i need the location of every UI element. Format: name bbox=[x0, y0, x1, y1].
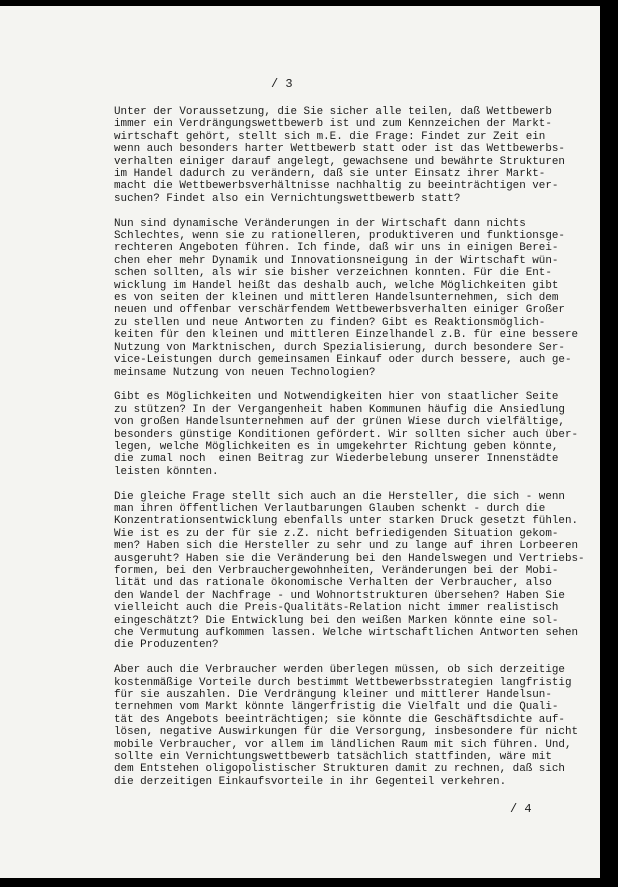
text-line: die zumal noch einen Beitrag zur Wiederbelebung unserer Innenstädte bbox=[114, 453, 559, 466]
text-line: eingeschätzt? Die Entwicklung bei den weißen Marken könnte eine sol- bbox=[114, 614, 559, 627]
text-line: es von seiten der kleinen und mittleren Handelsunternehmen, sich dem bbox=[114, 292, 559, 305]
text-line: vice-Leistungen durch gemeinsamen Einkauf oder durch bessere, auch ge- bbox=[114, 354, 572, 367]
paragraph-5 bbox=[114, 664, 584, 788]
text-line: men? Haben sich die Hersteller zu sehr und zu lange auf ihren Lorbeeren bbox=[114, 540, 579, 553]
text-line: lösen, negative Auswirkungen für die Versorgung, insbesondere für nicht bbox=[114, 726, 579, 739]
text-line: wicklung im Handel heißt das deshalb auch, welche Möglichkeiten gibt bbox=[114, 279, 559, 292]
text-line: mobile Verbraucher, vor allem im ländlichen Raum mit sich führen. Und, bbox=[114, 738, 572, 751]
text-line: kostenmäßige Vorteile durch bestimmt Wettbewerbsstrategien langfristig bbox=[114, 676, 572, 689]
text-line: leisten könnten. bbox=[114, 465, 219, 478]
paragraph-1 bbox=[114, 106, 584, 205]
text-line: Unter der Voraussetzung, die Sie sicher alle teilen, daß Wettbewerb bbox=[114, 106, 552, 118]
text-line: meinsame Nutzung von neuen Technologien? bbox=[114, 366, 376, 379]
text-line: neuen und offenbar verschärfendem Wettbewerbsverhalten einiger Großer bbox=[114, 304, 565, 317]
text-line: verhalten einiger darauf angelegt, gewachsene und bewährte Strukturen bbox=[114, 155, 565, 168]
text-line: die Produzenten? bbox=[114, 639, 219, 652]
text-line: den Wandel der Nachfrage - und Wohnortstrukturen übersehen? Haben Sie bbox=[114, 589, 565, 602]
text-line: immer ein Verdrängungswettbewerb ist und zum Kennzeichen der Markt- bbox=[114, 118, 552, 131]
text-line: keiten für den kleinen und mittleren Einzelhandel z.B. für eine bessere bbox=[114, 329, 579, 342]
text-line: ternehmen vom Markt könnte längerfristig die Vielfalt und die Quali- bbox=[114, 701, 559, 714]
paragraph-4 bbox=[114, 491, 584, 652]
text-line: Aber auch die Verbraucher werden überlegen müssen, ob sich derzeitige bbox=[114, 664, 565, 677]
body-text bbox=[114, 106, 584, 801]
text-line: man ihren öffentlichen Verlautbarungen Glauben schenkt - durch die bbox=[114, 502, 546, 515]
text-line: Schlechtes, wenn sie zu rationelleren, produktiveren und funktionsge- bbox=[114, 230, 565, 243]
text-line: tät des Angebots beeinträchtigen; sie könnte die Geschäftsdichte auf- bbox=[114, 713, 565, 726]
text-line: vielleicht auch die Preis-Qualitäts-Relation nicht immer realistisch bbox=[114, 602, 559, 615]
scan-border bbox=[600, 6, 618, 878]
paragraph-3 bbox=[114, 391, 584, 478]
text-line: Wie ist es zu der für sie z.Z. nicht befriedigenden Situation gekom- bbox=[114, 527, 559, 540]
text-line: Konzentrationsentwicklung ebenfalls unter starken Druck gesetzt fühlen. bbox=[114, 515, 579, 528]
text-line: für sie auszahlen. Die Verdrängung kleiner und mittlerer Handelsun- bbox=[114, 689, 552, 702]
text-line: Nutzung von Marktnischen, durch Spezialisierung, durch besondere Ser- bbox=[114, 341, 565, 354]
text-line: Nun sind dynamische Veränderungen in der Wirtschaft dann nichts bbox=[114, 217, 526, 230]
page-number-bottom: / 4 bbox=[510, 802, 532, 816]
text-line: besonders günstige Konditionen gefördert. Wir sollten sicher auch über- bbox=[114, 428, 579, 441]
text-line: wenn auch besonders harter Wettbewerb statt oder ist das Wettbewerbs- bbox=[114, 143, 565, 156]
text-line: zu stellen und neue Antworten zu finden? Gibt es Reaktionsmöglich- bbox=[114, 316, 546, 329]
text-line: ausgeruht? Haben sie die Veränderung bei den Handelswegen und Vertriebs- bbox=[114, 552, 585, 565]
text-line: zu stützen? In der Vergangenheit haben Kommunen häufig die Ansiedlung bbox=[114, 403, 565, 416]
text-line: dem Entstehen oligopolistischer Strukturen damit zu rechnen, daß sich bbox=[114, 763, 565, 776]
text-line: schen sollten, als wir sie bisher verzeichnen konnten. Für die Ent- bbox=[114, 267, 552, 280]
text-line: che Vermutung aufkommen lassen. Welche wirtschaftlichen Antworten sehen bbox=[114, 627, 579, 640]
text-line: sollte ein Vernichtungswettbewerb tatsächlich stattfinden, wäre mit bbox=[114, 751, 552, 764]
paragraph-2 bbox=[114, 218, 584, 379]
text-line: die derzeitigen Einkaufsvorteile in ihr Gegenteil verkehren. bbox=[114, 775, 507, 788]
text-line: rechteren Angeboten führen. Ich finde, daß wir uns in einigen Berei- bbox=[114, 242, 559, 255]
text-line: formen, bei den Verbrauchergewohnheiten, Veränderungen bei der Mobi- bbox=[114, 564, 559, 577]
text-line: suchen? Findet also ein Vernichtungswettbewerb statt? bbox=[114, 192, 461, 205]
text-line: wirtschaft gehört, stellt sich m.E. die Frage: Findet zur Zeit ein bbox=[114, 130, 546, 143]
page-number-top: / 3 bbox=[271, 77, 293, 91]
document-page bbox=[0, 6, 600, 878]
text-line: lität und das rationale ökonomische Verhalten der Verbraucher, also bbox=[114, 577, 552, 590]
text-line: Gibt es Möglichkeiten und Notwendigkeiten hier von staatlicher Seite bbox=[114, 391, 559, 404]
text-line: chen eher mehr Dynamik und Innovationsneigung in der Wirtschaft wün- bbox=[114, 254, 559, 267]
text-line: im Handel dadurch zu verändern, daß sie unter Einsatz ihrer Markt- bbox=[114, 168, 546, 181]
text-line: von großen Handelsunternehmen auf der grünen Wiese durch vielfältige, bbox=[114, 416, 565, 429]
text-line: legen, welche Möglichkeiten es in umgekehrter Richtung geben könnte, bbox=[114, 440, 559, 453]
text-line: Die gleiche Frage stellt sich auch an die Hersteller, die sich - wenn bbox=[114, 490, 565, 503]
text-line: macht die Wettbewerbsverhältnisse nachhaltig zu beeinträchtigen ver- bbox=[114, 180, 559, 193]
